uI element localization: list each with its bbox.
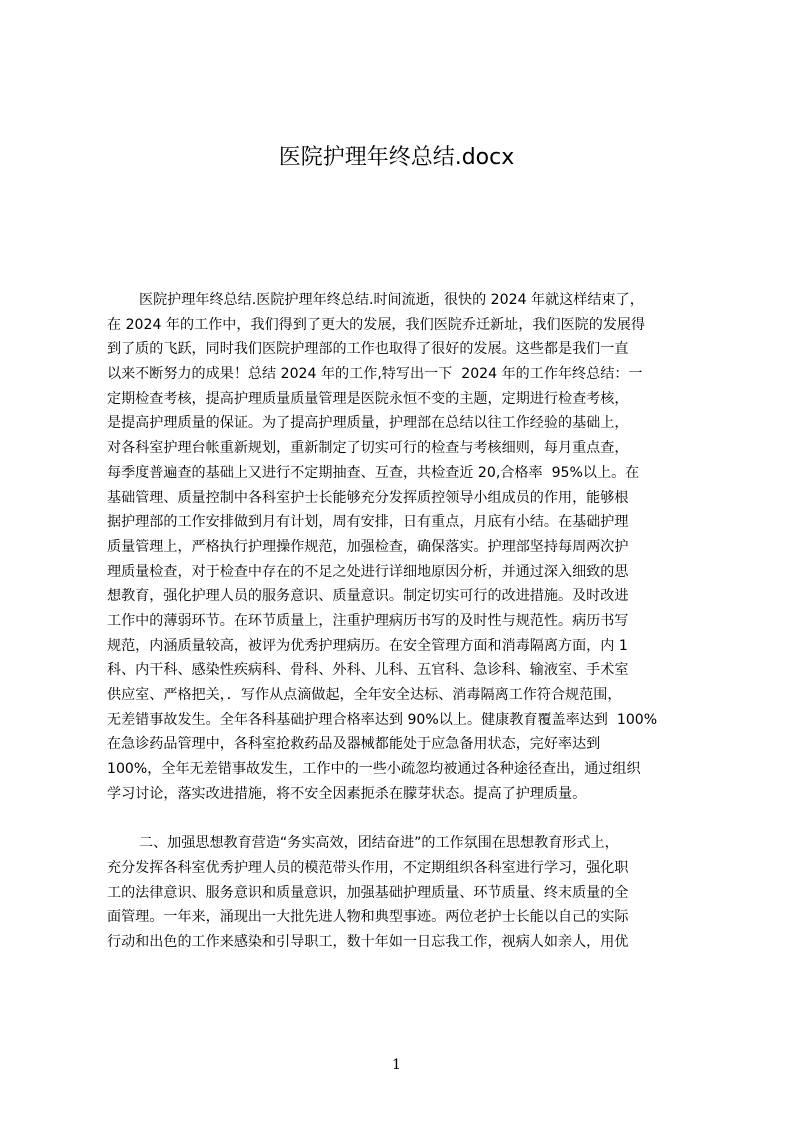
paragraph-line: 供应室、严格把关，．写作从点滴做起，全年安全达标、消毒隔离工作符合规范围， — [107, 687, 622, 703]
paragraph-line: 是提高护理质量的保证。为了提高护理质量，护理部在总结以往工作经验的基础上， — [107, 415, 629, 432]
paragraph-line: 充分发挥各科室优秀护理人员的模范带头作用，不定期组织各科室进行学习，强化职 — [107, 859, 629, 876]
document-title: 医院护理年终总结.docx — [278, 145, 515, 170]
page-number: 1 — [392, 1057, 401, 1073]
paragraph-line: 无差错事故发生。全年各科基础护理合格率达到 90%以上。健康教育覆盖率达到 100% — [107, 711, 658, 728]
paragraph-line: 据护理部的工作安排做到月有计划，周有安排，日有重点，月底有小结。在基础护理 — [107, 514, 629, 531]
paragraph-line: 到了质的飞跃，同时我们医院护理部的工作也取得了很好的发展。这些都是我们一直 — [107, 341, 629, 358]
paragraph-line: 对各科室护理台帐重新规划，重新制定了切实可行的检查与考核细则，每月重点查， — [107, 440, 629, 457]
paragraph-line: 质量管理上，严格执行护理操作规范，加强检查，确保落实。护理部坚持每周两次护 — [107, 538, 629, 555]
paragraph-line: 医院护理年终总结.医院护理年终总结.时间流逝，很快的 2024 年就这样结束了， — [139, 292, 644, 308]
paragraph-line: 在急诊药品管理中，各科室抢救药品及器械都能处于应急备用状态，完好率达到 — [107, 736, 601, 753]
paragraph-line: 在 2024 年的工作中，我们得到了更大的发展，我们医院乔迁新址，我们医院的发展得 — [107, 316, 646, 333]
paragraph-line: 规范，内涵质量较高，被评为优秀护理病历。在安全管理方面和消毒隔离方面，内 1 — [107, 637, 628, 654]
paragraph-line: 行动和出色的工作来感染和引导职工，数十年如一日忘我工作，视病人如亲人，用优 — [107, 933, 629, 950]
paragraph-line: 工作中的薄弱环节。在环节质量上，注重护理病历书写的及时性与规范性。病历书写 — [107, 612, 629, 629]
paragraph-line: 科、内干科、感染性疾病科、骨科、外科、儿科、五官科、急诊科、输液室、手术室 — [107, 662, 629, 679]
paragraph-line: 二、加强思想教育营造“务实高效，团结奋进”的工作氛围在思想教育形式上， — [139, 835, 619, 852]
paragraph-line: 面管理。一年来，涌现出一大批先进人物和典型事迹。两位老护士长能以自己的实际 — [107, 909, 629, 926]
paragraph-line: 学习讨论，落实改进措施，将不安全因素扼杀在朦芽状态。提高了护理质量。 — [107, 785, 587, 802]
paragraph-line: 工的法律意识、服务意识和质量意识，加强基础护理质量、环节质量、终末质量的全 — [107, 884, 629, 901]
paragraph-line: 想教育，强化护理人员的服务意识、质量意识。制定切实可行的改进措施。及时改进 — [107, 588, 629, 605]
paragraph-line: 以来不断努力的成果！总结 2024 年的工作,特写出一下 2024 年的工作年终总结：一 — [107, 366, 643, 383]
paragraph-line: 基础管理、质量控制中各科室护士长能够充分发挥质控领导小组成员的作用，能够根 — [107, 489, 629, 506]
paragraph-line: 理质量检查，对于检查中存在的不足之处进行详细地原因分析，并通过深入细致的思 — [107, 563, 629, 580]
paragraph-line: 100%，全年无差错事故发生，工作中的一些小疏忽均被通过各种途径查出，通过组织 — [107, 761, 641, 778]
paragraph-spacer — [107, 806, 698, 831]
paragraph-line: 定期检查考核，提高护理质量质量管理是医院永恒不变的主题，定期进行检查考核， — [107, 390, 629, 407]
paragraph-line: 每季度普遍查的基础上又进行不定期抽查、互查，共检查近 20,合格率 95%以上。在 — [107, 464, 640, 481]
document-body — [107, 288, 698, 955]
